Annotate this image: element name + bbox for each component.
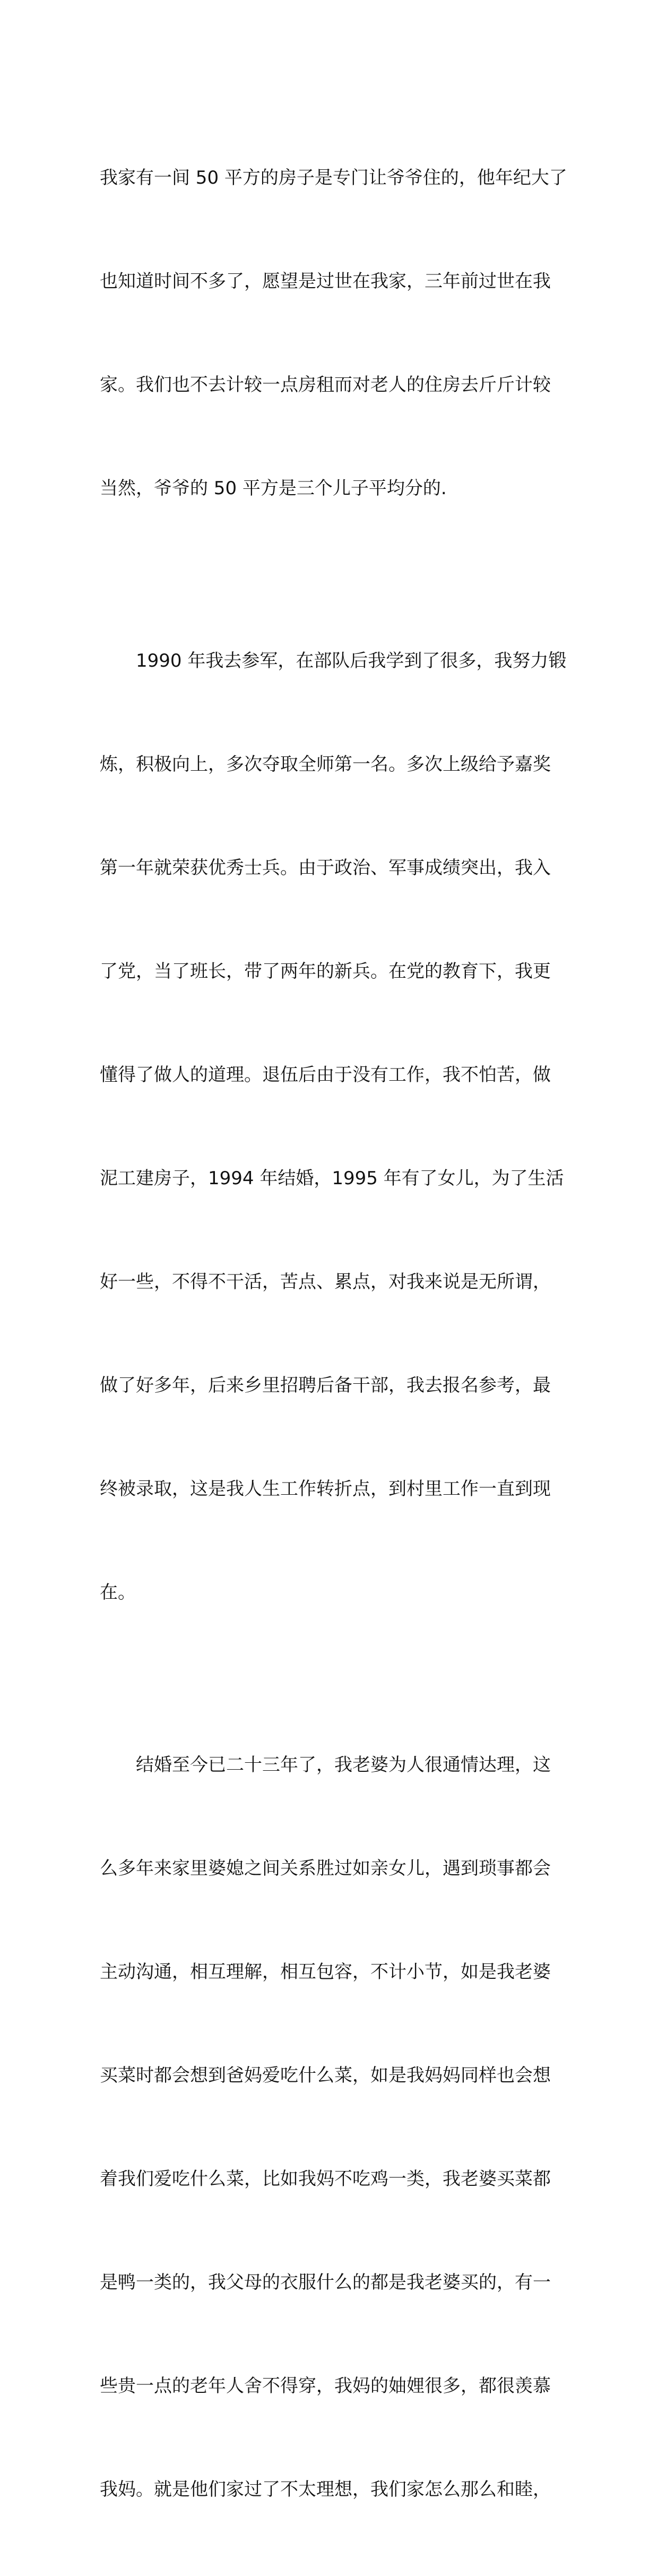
text-line: 做了好多年，后来乡里招聘后备干部，我去报名参考，最 [100, 1375, 551, 1396]
paragraph-1 [100, 92, 567, 575]
document-body [100, 92, 567, 2576]
text-line: 第一年就荣获优秀士兵。由于政治、军事成绩突出，我入 [100, 857, 551, 878]
text-line: 家。我们也不去计较一点房租而对老人的住房去斤斤计较 [100, 374, 551, 395]
text-line: 我家有一间 50 平方的房子是专门让爷爷住的，他年纪大了 [100, 167, 567, 188]
text-line: 些贵一点的老年人舍不得穿，我妈的妯娌很多，都很羡慕 [100, 2375, 551, 2397]
text-line: 了党，当了班长，带了两年的新兵。在党的教育下，我更 [100, 961, 551, 982]
text-line: 主动沟通，相互理解，相互包容，不计小节，如是我老婆 [100, 1961, 551, 1983]
text-line: 也知道时间不多了，愿望是过世在我家，三年前过世在我 [100, 271, 551, 292]
text-line: 1990 年我去参军，在部队后我学到了很多，我努力锻 [136, 650, 567, 671]
text-line: 好一些，不得不干活，苦点、累点，对我来说是无所谓， [100, 1271, 551, 1293]
text-line: 终被录取，这是我人生工作转折点，到村里工作一直到现 [100, 1478, 551, 1500]
text-line: 着我们爱吃什么菜，比如我妈不吃鸡一类，我老婆买菜都 [100, 2168, 551, 2190]
text-line: 买菜时都会想到爸妈爱吃什么菜，如是我妈妈同样也会想 [100, 2065, 551, 2086]
text-line: 在。 [100, 1582, 136, 1603]
text-line: 懂得了做人的道理。退伍后由于没有工作，我不怕苦，做 [100, 1064, 551, 1085]
text-line: 当然，爷爷的 50 平方是三个儿子平均分的. [100, 478, 447, 499]
text-line: 结婚至今已二十三年了，我老婆为人很通情达理，这 [136, 1754, 551, 1776]
paragraph-2 [100, 575, 567, 1679]
text-line: 泥工建房子，1994 年结婚，1995 年有了女儿，为了生活 [100, 1168, 564, 1189]
paragraph-3 [100, 1679, 567, 2576]
text-line: 我妈。就是他们家过了不太理想，我们家怎么那么和睦， [100, 2479, 551, 2500]
text-line: 是鸭一类的，我父母的衣服什么的都是我老婆买的，有一 [100, 2272, 551, 2293]
text-line: 炼，积极向上，多次夺取全师第一名。多次上级给予嘉奖 [100, 754, 551, 775]
text-line: 么多年来家里婆媳之间关系胜过如亲女儿，遇到琐事都会 [100, 1858, 551, 1879]
